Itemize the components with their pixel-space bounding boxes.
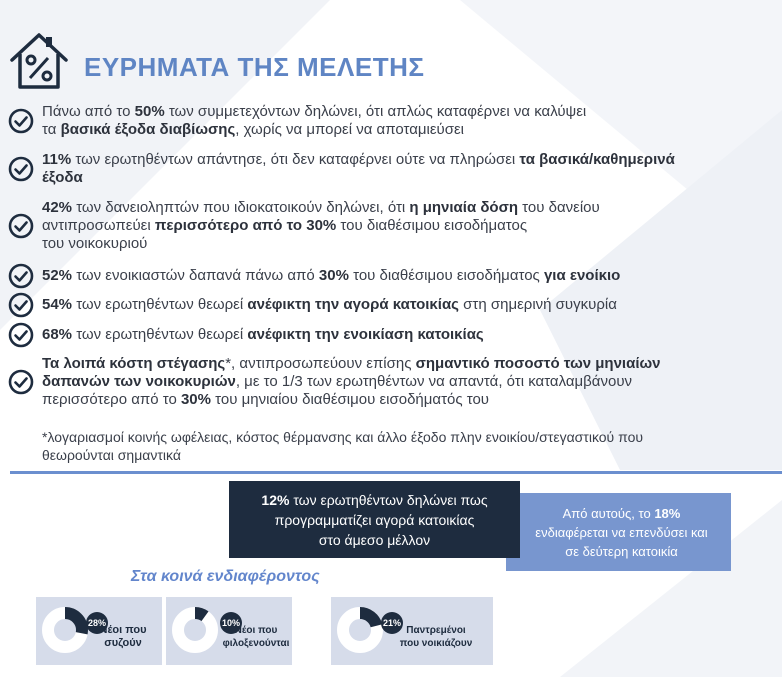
finding-text bbox=[42, 355, 661, 409]
finding-text-run: των συμμετεχόντων δηλώνει, ότι απλώς καταφέρνει να καλύψει bbox=[164, 103, 587, 120]
finding-text-run: του δανείου bbox=[518, 199, 600, 216]
check-circle-icon bbox=[8, 213, 34, 239]
card-label-line: φιλοξενούνται bbox=[222, 638, 290, 649]
audience-card bbox=[36, 597, 162, 665]
card-label bbox=[385, 624, 487, 650]
finding-text-run: αντιπροσωπεύει bbox=[42, 217, 155, 234]
check-circle-icon bbox=[8, 156, 34, 182]
footnote-line: θεωρούνται σημαντικά bbox=[42, 447, 181, 463]
finding-highlight: περισσότερο από το 30% bbox=[154, 217, 337, 234]
finding-text bbox=[42, 103, 586, 139]
callout-text: στο άμεσο μέλλον bbox=[318, 531, 431, 548]
finding-line bbox=[42, 217, 600, 235]
finding-highlight: ανέφικτη την ενοικίαση κατοικίας bbox=[247, 326, 484, 343]
finding-text-run: του διαθέσιμου εισοδήματος bbox=[348, 267, 544, 284]
callout-text: προγραμματίζει αγορά κατοικίας bbox=[274, 511, 475, 528]
finding-text-run: των ενοικιαστών δαπανά πάνω από bbox=[72, 267, 319, 284]
finding-highlight: σημαντικό ποσοστό των μηνιαίων bbox=[415, 355, 661, 372]
finding-highlight: 68% bbox=[42, 326, 73, 343]
callout-text: των ερωτηθέντων δηλώνει πως bbox=[289, 491, 488, 508]
finding-highlight: δαπανών των νοικοκυριών bbox=[42, 373, 236, 390]
finding-text bbox=[42, 151, 675, 187]
donut-chart bbox=[40, 605, 90, 655]
finding-item bbox=[8, 199, 600, 253]
finding-item bbox=[8, 151, 675, 187]
donut-chart bbox=[170, 605, 220, 655]
card-label-line: Νέοι που bbox=[99, 624, 147, 636]
second-home-callout bbox=[506, 493, 731, 571]
finding-line bbox=[42, 169, 675, 187]
donut-chart bbox=[335, 605, 385, 655]
finding-text-run: περισσότερο από το bbox=[42, 391, 181, 408]
finding-text-run: του μηνιαίου διαθέσιμου εισοδήματός του bbox=[211, 391, 490, 408]
finding-highlight: 52% bbox=[42, 267, 73, 284]
page-title: ΕΥΡΗΜΑΤΑ ΤΗΣ ΜΕΛΕΤΗΣ bbox=[84, 51, 425, 82]
finding-text-run: του νοικοκυριού bbox=[42, 235, 148, 252]
percent-badge: 21% bbox=[381, 612, 403, 634]
finding-line bbox=[42, 391, 661, 409]
audience-subheading: Στα κοινά ενδιαφέροντος bbox=[131, 568, 320, 585]
card-label-line: Παντρεμένοι bbox=[406, 625, 466, 636]
finding-text-run: στη σημερινή συγκυρία bbox=[459, 296, 617, 313]
card-label bbox=[90, 624, 156, 650]
finding-line bbox=[42, 151, 675, 169]
purchase-intent-callout bbox=[229, 481, 520, 558]
finding-line bbox=[42, 103, 586, 121]
card-label-line: Νέοι που bbox=[234, 625, 278, 636]
check-circle-icon bbox=[8, 108, 34, 134]
finding-text-run: των ερωτηθέντων απάντησε, ότι δεν καταφέρνει ούτε να πληρώσει bbox=[71, 151, 520, 168]
card-label-line: που νοικιάζουν bbox=[399, 638, 473, 649]
finding-line bbox=[42, 373, 661, 391]
finding-line bbox=[42, 296, 617, 314]
finding-highlight: 54% bbox=[42, 296, 73, 313]
finding-text-run: , με το 1/3 των ερωτηθέντων να απαντά, ότι καταλαμβάνουν bbox=[235, 373, 633, 390]
percent-badge: 10% bbox=[220, 612, 242, 634]
finding-highlight: έξοδα bbox=[42, 169, 83, 186]
second-home-percent: 18% bbox=[654, 505, 681, 521]
finding-line bbox=[42, 235, 600, 253]
check-circle-icon bbox=[8, 369, 34, 395]
finding-line bbox=[42, 199, 600, 217]
audience-card bbox=[331, 597, 493, 665]
finding-item bbox=[8, 355, 661, 409]
finding-text bbox=[42, 267, 620, 285]
finding-item bbox=[8, 103, 586, 139]
finding-highlight: βασικά έξοδα διαβίωσης bbox=[60, 121, 236, 138]
finding-highlight: η μηνιαία δόση bbox=[409, 199, 519, 216]
footnote bbox=[42, 428, 742, 464]
finding-highlight: τα βασικά/καθημερινά bbox=[519, 151, 675, 168]
purchase-intent-percent: 12% bbox=[261, 491, 290, 508]
callout-text: σε δεύτερη κατοικία bbox=[565, 543, 678, 559]
finding-highlight: Τα λοιπά κόστη στέγασης bbox=[42, 355, 226, 372]
finding-text-run: Πάνω από το bbox=[42, 103, 135, 120]
finding-highlight: 50% bbox=[134, 103, 165, 120]
finding-text bbox=[42, 199, 600, 253]
finding-highlight: ανέφικτη την αγορά κατοικίας bbox=[247, 296, 459, 313]
card-label bbox=[220, 624, 292, 650]
finding-text-run: *, αντιπροσωπεύουν επίσης bbox=[225, 355, 416, 372]
audience-card bbox=[166, 597, 292, 665]
finding-line bbox=[42, 121, 586, 139]
finding-text-run: , χωρίς να μπορεί να αποταμιεύσει bbox=[235, 121, 465, 138]
section-divider bbox=[10, 471, 782, 474]
finding-line bbox=[42, 326, 484, 344]
card-label-line: συζούν bbox=[104, 637, 142, 649]
finding-text-run: των ερωτηθέντων θεωρεί bbox=[72, 326, 248, 343]
percent-badge: 28% bbox=[86, 612, 108, 634]
finding-text-run: των δανειοληπτών που ιδιοκατοικούν δηλώνει, ότι bbox=[72, 199, 410, 216]
finding-highlight: για ενοίκιο bbox=[543, 267, 621, 284]
finding-item bbox=[8, 322, 484, 348]
finding-text bbox=[42, 296, 617, 314]
check-circle-icon bbox=[8, 292, 34, 318]
finding-text-run: των ερωτηθέντων θεωρεί bbox=[72, 296, 248, 313]
callout-text: ενδιαφέρεται να επενδύσει και bbox=[535, 524, 708, 540]
check-circle-icon bbox=[8, 263, 34, 289]
finding-text-run: του διαθέσιμου εισοδήματος bbox=[336, 217, 528, 234]
finding-highlight: 30% bbox=[318, 267, 349, 284]
finding-highlight: 42% bbox=[42, 199, 73, 216]
finding-text bbox=[42, 326, 484, 344]
finding-highlight: 11% bbox=[42, 151, 72, 168]
callout-text: Από αυτούς, το bbox=[562, 505, 655, 521]
finding-line bbox=[42, 267, 620, 285]
finding-highlight: 30% bbox=[180, 391, 211, 408]
check-circle-icon bbox=[8, 322, 34, 348]
footnote-line: *λογαριασμοί κοινής ωφέλειας, κόστος θέρμανσης και άλλο έξοδο πλην ενοικίου/στεγαστικού που bbox=[42, 429, 644, 445]
finding-item bbox=[8, 292, 617, 318]
finding-text-run: τα bbox=[42, 121, 61, 138]
house-percent-icon bbox=[8, 30, 70, 92]
finding-item bbox=[8, 263, 620, 289]
page-header bbox=[8, 26, 424, 96]
finding-line bbox=[42, 355, 661, 373]
